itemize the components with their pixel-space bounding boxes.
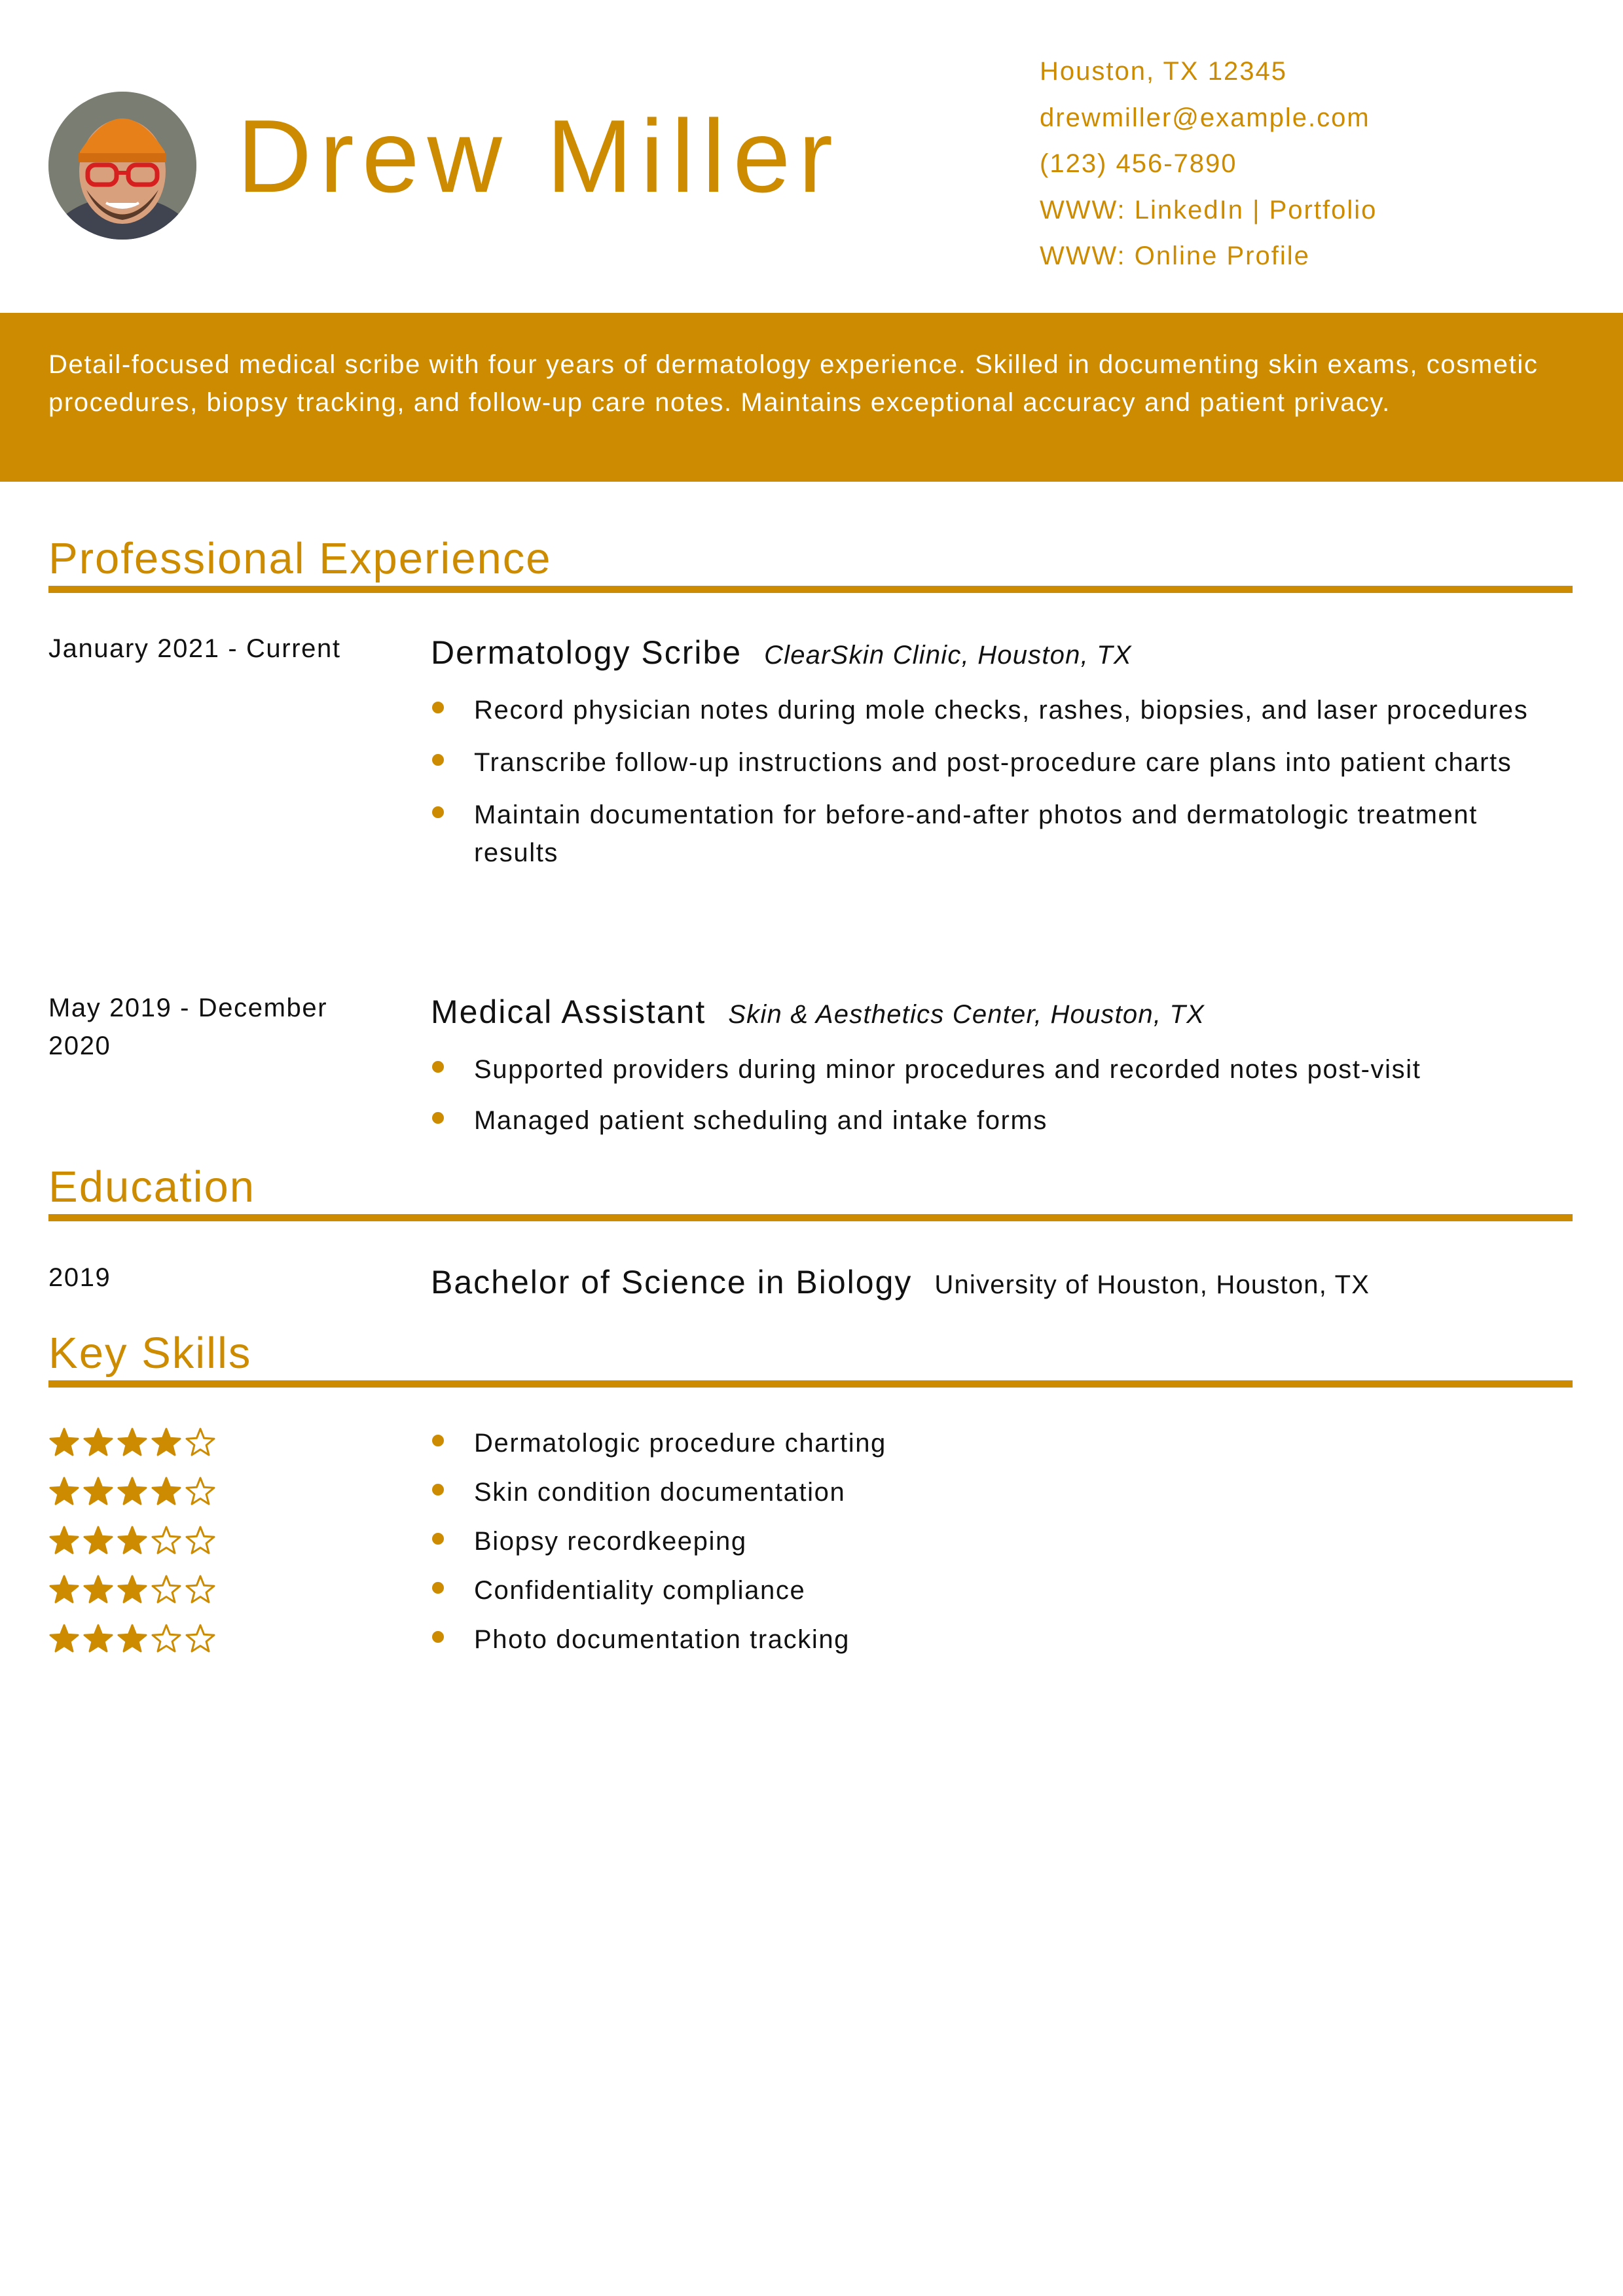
star-filled-icon [82,1623,114,1655]
star-filled-icon [82,1525,114,1556]
education-year: 2019 [48,1263,111,1292]
skills-list [431,1424,1570,1659]
star-outline-icon [185,1525,216,1556]
contact-address: Houston, TX 12345 [1040,57,1287,86]
star-outline-icon [151,1574,182,1605]
star-filled-icon [117,1623,148,1655]
skill-rating-row [48,1525,216,1574]
star-filled-icon [48,1623,80,1655]
job-1-company: ClearSkin Clinic, Houston, TX [764,641,1132,670]
star-filled-icon [117,1574,148,1605]
skills-heading: Key Skills [48,1329,252,1378]
education-divider [48,1214,1573,1221]
star-outline-icon [185,1427,216,1458]
job-1-title: Dermatology Scribe [431,634,742,671]
star-filled-icon [82,1427,114,1458]
skill-ratings [48,1427,216,1672]
star-filled-icon [48,1574,80,1605]
job-2-company: Skin & Aesthetics Center, Houston, TX [728,1000,1205,1029]
star-filled-icon [48,1476,80,1507]
list-item: Supported providers during minor procedures and recorded notes post-visit [431,1050,1570,1088]
list-item: Dermatologic procedure charting [431,1424,1570,1462]
star-filled-icon [117,1476,148,1507]
candidate-name: Drew Miller [237,99,841,214]
star-filled-icon [48,1525,80,1556]
list-item: Managed patient scheduling and intake forms [431,1102,1570,1139]
contact-email[interactable]: drewmiller@example.com [1040,103,1370,132]
job-2-header [431,996,1205,1028]
star-filled-icon [117,1525,148,1556]
list-item: Photo documentation tracking [431,1621,1570,1659]
star-filled-icon [48,1427,80,1458]
star-outline-icon [151,1623,182,1655]
contact-online-profile[interactable]: WWW: Online Profile [1040,242,1310,270]
job-1-dates: January 2021 - Current [48,634,341,663]
job-2-title: Medical Assistant [431,994,706,1030]
skill-rating-row [48,1427,216,1476]
contact-links[interactable]: WWW: LinkedIn | Portfolio [1040,195,1377,224]
education-heading: Education [48,1162,255,1211]
education-header [431,1266,1370,1299]
star-filled-icon [82,1476,114,1507]
education-degree: Bachelor of Science in Biology [431,1264,913,1300]
list-item: Transcribe follow-up instructions and post-procedure care plans into patient charts [431,744,1570,781]
list-item: Biopsy recordkeeping [431,1522,1570,1560]
avatar [48,92,196,240]
job-1-header [431,636,1132,669]
profile-photo [48,92,196,240]
contact-phone[interactable]: (123) 456-7890 [1040,149,1237,178]
skills-divider [48,1380,1573,1388]
list-item: Confidentiality compliance [431,1571,1570,1609]
skill-rating-row [48,1574,216,1623]
skill-rating-row [48,1476,216,1525]
summary-band [0,313,1623,482]
job-2-dates: May 2019 - December 2020 [48,994,328,1060]
star-outline-icon [185,1476,216,1507]
job-2-bullets [431,1050,1570,1139]
list-item: Maintain documentation for before-and-after photos and dermatologic treatment results [431,796,1570,872]
star-outline-icon [151,1525,182,1556]
list-item: Skin condition documentation [431,1473,1570,1511]
education-school: University of Houston, Houston, TX [934,1270,1370,1299]
star-outline-icon [185,1574,216,1605]
contact-block [1040,55,1603,286]
star-filled-icon [151,1427,182,1458]
skill-rating-row [48,1623,216,1672]
experience-divider [48,586,1573,593]
summary-text: Detail-focused medical scribe with four years of dermatology experience. Skilled in documenting skin exams, cosmetic procedures, biopsy tracking, and follow-up care notes. Maintains exceptional accuracy and patient privacy. [48,350,1539,417]
job-1-bullets [431,691,1570,872]
star-filled-icon [82,1574,114,1605]
star-filled-icon [151,1476,182,1507]
star-outline-icon [185,1623,216,1655]
list-item: Record physician notes during mole checks, rashes, biopsies, and laser procedures [431,691,1570,729]
star-filled-icon [117,1427,148,1458]
experience-heading: Professional Experience [48,534,552,583]
